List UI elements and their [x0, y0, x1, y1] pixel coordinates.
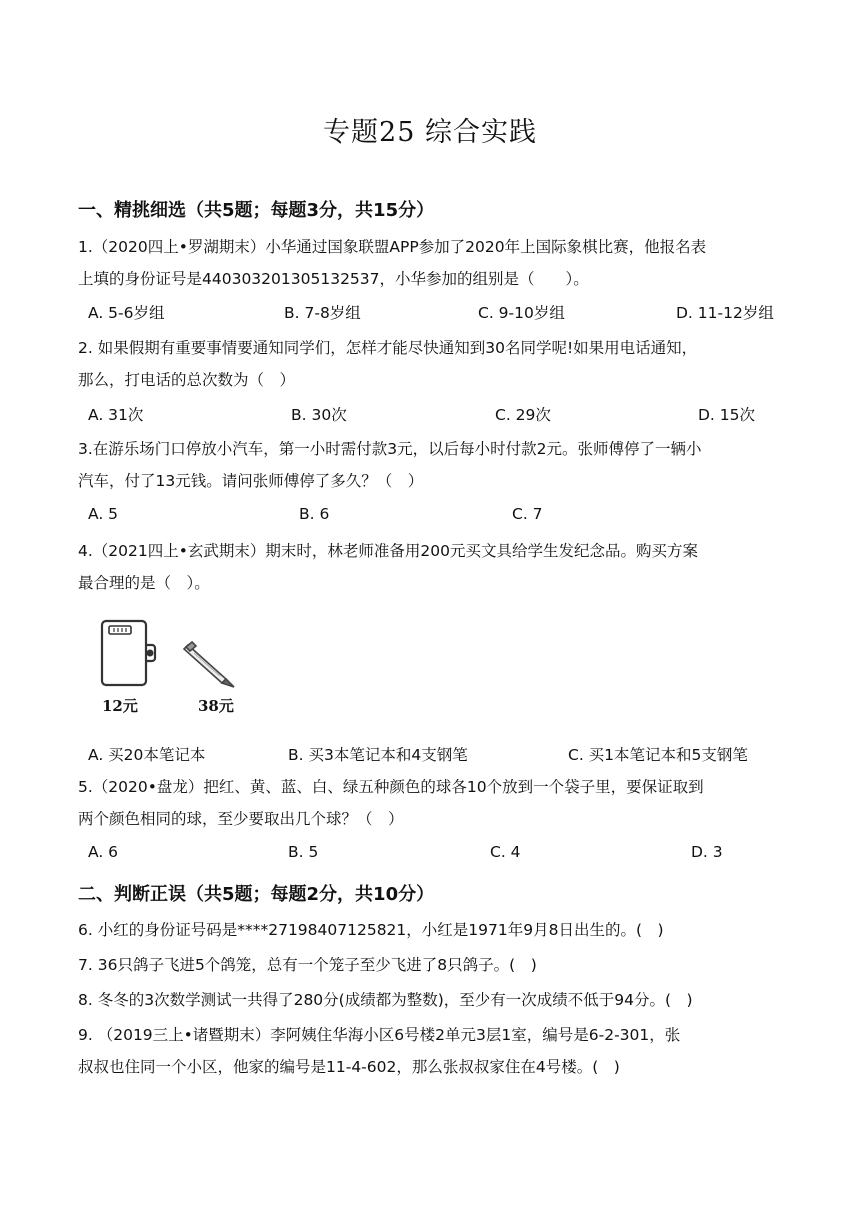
- question-1-line-2: 上填的身份证号是440303201305132537，小华参加的组别是（ ）。: [78, 270, 589, 288]
- question-4-options: [88, 743, 788, 765]
- option-c: C. 4: [490, 843, 521, 861]
- question-5-line-2: 两个颜色相同的球，至少要取出几个球？（ ）: [78, 810, 404, 828]
- pen-icon: [184, 642, 234, 687]
- question-5-line-1: 5.（2020•盘龙）把红、黄、蓝、白、绿五种颜色的球各10个放到一个袋子里，要保证取到: [78, 778, 704, 796]
- option-a: A. 买20本笔记本: [88, 746, 206, 764]
- notebook-price-label: 12元: [102, 697, 138, 715]
- option-a: A. 31次: [88, 406, 144, 424]
- option-c: C. 9-10岁组: [478, 304, 565, 322]
- option-b: B. 6: [299, 505, 330, 523]
- section-heading-true-false: 二、判断正误（共5题；每题2分，共10分）: [78, 884, 435, 905]
- option-c: C. 买1本笔记本和5支钢笔: [568, 746, 748, 764]
- question-3-line-1: 3.在游乐场门口停放小汽车，第一小时需付款3元，以后每小时付款2元。张师傅停了一辆小: [78, 440, 702, 458]
- question-4-line-1: 4.（2021四上•玄武期末）期末时，林老师准备用200元买文具给学生发纪念品。购买方案: [78, 542, 698, 560]
- option-c: C. 29次: [495, 406, 551, 424]
- question-2-line-1: 2. 如果假期有重要事情要通知同学们，怎样才能尽快通知到30名同学呢!如果用电话通知，: [78, 339, 698, 357]
- notebook-and-pen-illustration: [96, 615, 256, 695]
- option-b: B. 5: [288, 843, 319, 861]
- question-2-options: [88, 403, 788, 425]
- question-5-options: [88, 843, 788, 865]
- question-3-options: [88, 505, 788, 527]
- question-1-line-1: 1.（2020四上•罗湖期末）小华通过国象联盟APP参加了2020年上国际象棋比赛，他报名表: [78, 238, 707, 256]
- question-9-line-2: 叔叔也住同一个小区，他家的编号是11-4-602，那么张叔叔家住在4号楼。( ): [78, 1058, 620, 1076]
- question-1-options: [88, 301, 788, 323]
- pen-price-label: 38元: [198, 697, 234, 715]
- option-d: D. 15次: [698, 406, 756, 424]
- question-3-line-2: 汽车，付了13元钱。请问张师傅停了多久？（ ）: [78, 472, 424, 490]
- option-a: A. 5-6岁组: [88, 304, 165, 322]
- question-8: 8. 冬冬的3次数学测试一共得了280分(成绩都为整数)，至少有一次成绩不低于94分。( ): [78, 991, 693, 1009]
- option-a: A. 6: [88, 843, 119, 861]
- option-c: C. 7: [512, 505, 543, 523]
- question-7: 7. 36只鸽子飞进5个鸽笼，总有一个笼子至少飞进了8只鸽子。( ): [78, 956, 537, 974]
- option-b: B. 30次: [291, 406, 347, 424]
- option-a: A. 5: [88, 505, 119, 523]
- stationery-figure: [96, 615, 256, 715]
- option-b: B. 买3本笔记本和4支钢笔: [288, 746, 468, 764]
- option-d: D. 3: [691, 843, 723, 861]
- question-2-line-2: 那么，打电话的总次数为（ ）: [78, 371, 296, 389]
- question-6: 6. 小红的身份证号码是****27198407125821，小红是1971年9月8日出生的。( ): [78, 921, 664, 939]
- question-4-line-2: 最合理的是（ ）。: [78, 574, 210, 592]
- option-b: B. 7-8岁组: [284, 304, 361, 322]
- section-heading-multiple-choice: 一、精挑细选（共5题；每题3分，共15分）: [78, 200, 435, 221]
- notebook-icon: [102, 621, 155, 685]
- page-title: 专题25 综合实践: [323, 117, 537, 148]
- question-9-line-1: 9. （2019三上•诸暨期末）李阿姨住华海小区6号楼2单元3层1室，编号是6-2-301，张: [78, 1026, 681, 1044]
- option-d: D. 11-12岁组: [676, 304, 774, 322]
